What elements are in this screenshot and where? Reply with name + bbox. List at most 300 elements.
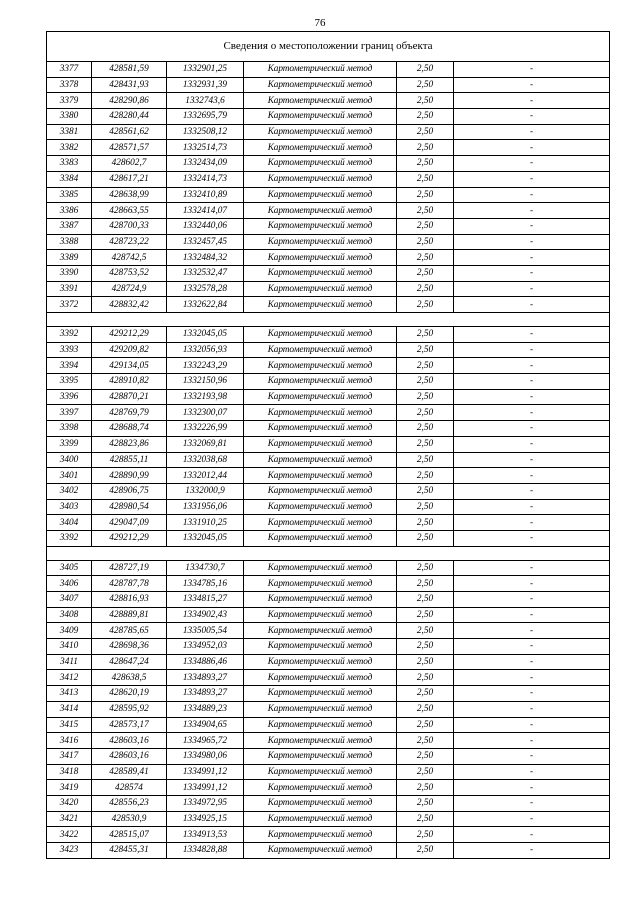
- precision-cell: 2,50: [397, 780, 454, 796]
- x-coordinate-cell: 428589,41: [92, 764, 167, 780]
- point-number-cell: 3384: [47, 171, 92, 187]
- x-coordinate-cell: 428603,16: [92, 748, 167, 764]
- x-coordinate-cell: 428724,9: [92, 281, 167, 297]
- method-cell: Картометрический метод: [244, 203, 397, 219]
- point-number-cell: 3391: [47, 281, 92, 297]
- y-coordinate-cell: 1332743,6: [167, 93, 244, 109]
- x-coordinate-cell: 428663,55: [92, 203, 167, 219]
- method-cell: Картометрический метод: [244, 623, 397, 639]
- y-coordinate-cell: 1332045,05: [167, 530, 244, 546]
- table-row: [47, 843, 610, 859]
- table-row: [47, 499, 610, 515]
- table-row: [47, 733, 610, 749]
- x-coordinate-cell: 428855,11: [92, 452, 167, 468]
- precision-cell: 2,50: [397, 374, 454, 390]
- x-coordinate-cell: 428603,16: [92, 733, 167, 749]
- point-number-cell: 3409: [47, 623, 92, 639]
- method-cell: Картометрический метод: [244, 717, 397, 733]
- description-cell: -: [454, 77, 610, 93]
- x-coordinate-cell: 428890,99: [92, 468, 167, 484]
- precision-cell: 2,50: [397, 670, 454, 686]
- boundary-coordinates-table: [46, 31, 610, 859]
- x-coordinate-cell: 428910,82: [92, 374, 167, 390]
- point-number-cell: 3420: [47, 795, 92, 811]
- point-number-cell: 3392: [47, 327, 92, 343]
- x-coordinate-cell: 429134,05: [92, 358, 167, 374]
- description-cell: -: [454, 405, 610, 421]
- description-cell: -: [454, 250, 610, 266]
- x-coordinate-cell: 428638,5: [92, 670, 167, 686]
- description-cell: -: [454, 483, 610, 499]
- table-row: [47, 436, 610, 452]
- description-cell: -: [454, 499, 610, 515]
- x-coordinate-cell: 428455,31: [92, 843, 167, 859]
- x-coordinate-cell: 428980,54: [92, 499, 167, 515]
- table-row: [47, 811, 610, 827]
- method-cell: Картометрический метод: [244, 171, 397, 187]
- point-number-cell: 3378: [47, 77, 92, 93]
- y-coordinate-cell: 1331956,06: [167, 499, 244, 515]
- point-number-cell: 3417: [47, 748, 92, 764]
- method-cell: Картометрический метод: [244, 811, 397, 827]
- x-coordinate-cell: 428688,74: [92, 421, 167, 437]
- method-cell: Картометрический метод: [244, 218, 397, 234]
- description-cell: -: [454, 748, 610, 764]
- table-row: [47, 218, 610, 234]
- precision-cell: 2,50: [397, 250, 454, 266]
- y-coordinate-cell: 1332045,05: [167, 327, 244, 343]
- x-coordinate-cell: 428823,86: [92, 436, 167, 452]
- description-cell: -: [454, 733, 610, 749]
- description-cell: -: [454, 187, 610, 203]
- table-row: [47, 452, 610, 468]
- x-coordinate-cell: 428571,57: [92, 140, 167, 156]
- point-number-cell: 3412: [47, 670, 92, 686]
- x-coordinate-cell: 428753,52: [92, 265, 167, 281]
- point-number-cell: 3396: [47, 389, 92, 405]
- point-number-cell: 3379: [47, 93, 92, 109]
- table-row: [47, 795, 610, 811]
- x-coordinate-cell: 428727,19: [92, 560, 167, 576]
- y-coordinate-cell: 1331910,25: [167, 515, 244, 531]
- point-number-cell: 3372: [47, 297, 92, 313]
- precision-cell: 2,50: [397, 234, 454, 250]
- description-cell: -: [454, 764, 610, 780]
- y-coordinate-cell: 1335005,54: [167, 623, 244, 639]
- method-cell: Картометрический метод: [244, 607, 397, 623]
- method-cell: Картометрический метод: [244, 701, 397, 717]
- point-number-cell: 3406: [47, 576, 92, 592]
- table-row: [47, 468, 610, 484]
- y-coordinate-cell: 1334913,53: [167, 827, 244, 843]
- method-cell: Картометрический метод: [244, 560, 397, 576]
- x-coordinate-cell: 428816,93: [92, 592, 167, 608]
- page-number: 76: [314, 17, 326, 29]
- x-coordinate-cell: 428617,21: [92, 171, 167, 187]
- y-coordinate-cell: 1334925,15: [167, 811, 244, 827]
- table-row: [47, 654, 610, 670]
- point-number-cell: 3419: [47, 780, 92, 796]
- description-cell: -: [454, 374, 610, 390]
- description-cell: -: [454, 140, 610, 156]
- y-coordinate-cell: 1332457,45: [167, 234, 244, 250]
- y-coordinate-cell: 1334828,88: [167, 843, 244, 859]
- table-row: [47, 187, 610, 203]
- precision-cell: 2,50: [397, 62, 454, 78]
- point-number-cell: 3423: [47, 843, 92, 859]
- description-cell: -: [454, 686, 610, 702]
- table-row: [47, 686, 610, 702]
- table-row: [47, 342, 610, 358]
- method-cell: Картометрический метод: [244, 670, 397, 686]
- description-cell: -: [454, 421, 610, 437]
- description-cell: -: [454, 827, 610, 843]
- table-row: [47, 140, 610, 156]
- table-row: [47, 560, 610, 576]
- x-coordinate-cell: 428698,36: [92, 639, 167, 655]
- precision-cell: 2,50: [397, 592, 454, 608]
- method-cell: Картометрический метод: [244, 77, 397, 93]
- y-coordinate-cell: 1332150,96: [167, 374, 244, 390]
- table-row: [47, 250, 610, 266]
- description-cell: -: [454, 670, 610, 686]
- precision-cell: 2,50: [397, 297, 454, 313]
- point-number-cell: 3403: [47, 499, 92, 515]
- precision-cell: 2,50: [397, 530, 454, 546]
- method-cell: Картометрический метод: [244, 515, 397, 531]
- point-number-cell: 3397: [47, 405, 92, 421]
- method-cell: Картометрический метод: [244, 639, 397, 655]
- table-row: [47, 748, 610, 764]
- section-separator-row: [47, 313, 610, 327]
- method-cell: Картометрический метод: [244, 499, 397, 515]
- description-cell: -: [454, 468, 610, 484]
- method-cell: Картометрический метод: [244, 389, 397, 405]
- precision-cell: 2,50: [397, 156, 454, 172]
- y-coordinate-cell: 1332000,9: [167, 483, 244, 499]
- y-coordinate-cell: 1332056,93: [167, 342, 244, 358]
- method-cell: Картометрический метод: [244, 421, 397, 437]
- precision-cell: 2,50: [397, 827, 454, 843]
- method-cell: Картометрический метод: [244, 686, 397, 702]
- description-cell: -: [454, 327, 610, 343]
- point-number-cell: 3422: [47, 827, 92, 843]
- table-row: [47, 77, 610, 93]
- precision-cell: 2,50: [397, 468, 454, 484]
- y-coordinate-cell: 1332038,68: [167, 452, 244, 468]
- section-separator: [47, 313, 610, 327]
- description-cell: -: [454, 203, 610, 219]
- x-coordinate-cell: 428595,92: [92, 701, 167, 717]
- table-row: [47, 265, 610, 281]
- method-cell: Картометрический метод: [244, 764, 397, 780]
- y-coordinate-cell: 1334991,12: [167, 780, 244, 796]
- y-coordinate-cell: 1334902,43: [167, 607, 244, 623]
- table-row: [47, 639, 610, 655]
- section-separator-row: [47, 546, 610, 560]
- x-coordinate-cell: 428581,59: [92, 62, 167, 78]
- table-row: [47, 389, 610, 405]
- precision-cell: 2,50: [397, 733, 454, 749]
- description-cell: -: [454, 342, 610, 358]
- point-number-cell: 3410: [47, 639, 92, 655]
- point-number-cell: 3395: [47, 374, 92, 390]
- x-coordinate-cell: 428870,21: [92, 389, 167, 405]
- method-cell: Картометрический метод: [244, 748, 397, 764]
- table-row: [47, 156, 610, 172]
- y-coordinate-cell: 1332193,98: [167, 389, 244, 405]
- point-number-cell: 3381: [47, 124, 92, 140]
- precision-cell: 2,50: [397, 389, 454, 405]
- method-cell: Картометрический метод: [244, 452, 397, 468]
- precision-cell: 2,50: [397, 93, 454, 109]
- point-number-cell: 3393: [47, 342, 92, 358]
- y-coordinate-cell: 1334952,03: [167, 639, 244, 655]
- precision-cell: 2,50: [397, 327, 454, 343]
- x-coordinate-cell: 428787,78: [92, 576, 167, 592]
- precision-cell: 2,50: [397, 639, 454, 655]
- description-cell: -: [454, 452, 610, 468]
- y-coordinate-cell: 1334980,06: [167, 748, 244, 764]
- precision-cell: 2,50: [397, 265, 454, 281]
- precision-cell: 2,50: [397, 358, 454, 374]
- x-coordinate-cell: 428647,24: [92, 654, 167, 670]
- y-coordinate-cell: 1334815,27: [167, 592, 244, 608]
- x-coordinate-cell: 428769,79: [92, 405, 167, 421]
- y-coordinate-cell: 1332578,28: [167, 281, 244, 297]
- table-row: [47, 515, 610, 531]
- y-coordinate-cell: 1334965,72: [167, 733, 244, 749]
- point-number-cell: 3421: [47, 811, 92, 827]
- y-coordinate-cell: 1332440,06: [167, 218, 244, 234]
- table-row: [47, 93, 610, 109]
- precision-cell: 2,50: [397, 342, 454, 358]
- method-cell: Картометрический метод: [244, 342, 397, 358]
- y-coordinate-cell: 1334893,27: [167, 686, 244, 702]
- point-number-cell: 3380: [47, 109, 92, 125]
- point-number-cell: 3389: [47, 250, 92, 266]
- description-cell: -: [454, 654, 610, 670]
- point-number-cell: 3407: [47, 592, 92, 608]
- method-cell: Картометрический метод: [244, 592, 397, 608]
- method-cell: Картометрический метод: [244, 483, 397, 499]
- point-number-cell: 3405: [47, 560, 92, 576]
- precision-cell: 2,50: [397, 764, 454, 780]
- description-cell: -: [454, 811, 610, 827]
- method-cell: Картометрический метод: [244, 327, 397, 343]
- description-cell: -: [454, 843, 610, 859]
- description-cell: -: [454, 436, 610, 452]
- table-title: Сведения о местоположении границ объекта: [47, 32, 610, 62]
- precision-cell: 2,50: [397, 171, 454, 187]
- x-coordinate-cell: 428620,19: [92, 686, 167, 702]
- table-row: [47, 623, 610, 639]
- y-coordinate-cell: 1332226,99: [167, 421, 244, 437]
- point-number-cell: 3385: [47, 187, 92, 203]
- precision-cell: 2,50: [397, 203, 454, 219]
- point-number-cell: 3400: [47, 452, 92, 468]
- method-cell: Картометрический метод: [244, 250, 397, 266]
- table-row: [47, 297, 610, 313]
- point-number-cell: 3401: [47, 468, 92, 484]
- x-coordinate-cell: 428290,86: [92, 93, 167, 109]
- table-row: [47, 234, 610, 250]
- table-row: [47, 124, 610, 140]
- table-row: [47, 109, 610, 125]
- x-coordinate-cell: 428530,9: [92, 811, 167, 827]
- y-coordinate-cell: 1332532,47: [167, 265, 244, 281]
- y-coordinate-cell: 1332901,25: [167, 62, 244, 78]
- x-coordinate-cell: 428889,81: [92, 607, 167, 623]
- y-coordinate-cell: 1334893,27: [167, 670, 244, 686]
- y-coordinate-cell: 1332410,89: [167, 187, 244, 203]
- description-cell: -: [454, 109, 610, 125]
- y-coordinate-cell: 1332414,73: [167, 171, 244, 187]
- description-cell: -: [454, 639, 610, 655]
- method-cell: Картометрический метод: [244, 281, 397, 297]
- point-number-cell: 3383: [47, 156, 92, 172]
- method-cell: Картометрический метод: [244, 576, 397, 592]
- description-cell: -: [454, 607, 610, 623]
- method-cell: Картометрический метод: [244, 468, 397, 484]
- description-cell: -: [454, 795, 610, 811]
- precision-cell: 2,50: [397, 452, 454, 468]
- precision-cell: 2,50: [397, 515, 454, 531]
- precision-cell: 2,50: [397, 405, 454, 421]
- precision-cell: 2,50: [397, 499, 454, 515]
- description-cell: -: [454, 623, 610, 639]
- x-coordinate-cell: 428602,7: [92, 156, 167, 172]
- precision-cell: 2,50: [397, 421, 454, 437]
- method-cell: Картометрический метод: [244, 187, 397, 203]
- y-coordinate-cell: 1334904,65: [167, 717, 244, 733]
- precision-cell: 2,50: [397, 576, 454, 592]
- description-cell: -: [454, 62, 610, 78]
- table-row: [47, 281, 610, 297]
- point-number-cell: 3392: [47, 530, 92, 546]
- table-row: [47, 203, 610, 219]
- table-body: [47, 32, 610, 859]
- precision-cell: 2,50: [397, 623, 454, 639]
- x-coordinate-cell: 428832,42: [92, 297, 167, 313]
- method-cell: Картометрический метод: [244, 93, 397, 109]
- x-coordinate-cell: 429209,82: [92, 342, 167, 358]
- precision-cell: 2,50: [397, 701, 454, 717]
- precision-cell: 2,50: [397, 795, 454, 811]
- method-cell: Картометрический метод: [244, 124, 397, 140]
- table-row: [47, 670, 610, 686]
- method-cell: Картометрический метод: [244, 654, 397, 670]
- point-number-cell: 3416: [47, 733, 92, 749]
- precision-cell: 2,50: [397, 281, 454, 297]
- description-cell: -: [454, 560, 610, 576]
- description-cell: -: [454, 515, 610, 531]
- point-number-cell: 3388: [47, 234, 92, 250]
- x-coordinate-cell: 428906,75: [92, 483, 167, 499]
- table-row: [47, 358, 610, 374]
- point-number-cell: 3411: [47, 654, 92, 670]
- point-number-cell: 3390: [47, 265, 92, 281]
- precision-cell: 2,50: [397, 483, 454, 499]
- precision-cell: 2,50: [397, 843, 454, 859]
- y-coordinate-cell: 1332931,39: [167, 77, 244, 93]
- precision-cell: 2,50: [397, 654, 454, 670]
- point-number-cell: 3398: [47, 421, 92, 437]
- table-title-row: [47, 32, 610, 62]
- x-coordinate-cell: 428280,44: [92, 109, 167, 125]
- method-cell: Картометрический метод: [244, 374, 397, 390]
- method-cell: Картометрический метод: [244, 530, 397, 546]
- description-cell: -: [454, 218, 610, 234]
- method-cell: Картометрический метод: [244, 827, 397, 843]
- x-coordinate-cell: 428723,22: [92, 234, 167, 250]
- table-row: [47, 421, 610, 437]
- precision-cell: 2,50: [397, 77, 454, 93]
- method-cell: Картометрический метод: [244, 843, 397, 859]
- method-cell: Картометрический метод: [244, 297, 397, 313]
- precision-cell: 2,50: [397, 436, 454, 452]
- description-cell: -: [454, 281, 610, 297]
- y-coordinate-cell: 1332012,44: [167, 468, 244, 484]
- y-coordinate-cell: 1334889,23: [167, 701, 244, 717]
- x-coordinate-cell: 428431,93: [92, 77, 167, 93]
- description-cell: -: [454, 234, 610, 250]
- method-cell: Картометрический метод: [244, 358, 397, 374]
- x-coordinate-cell: 429212,29: [92, 530, 167, 546]
- point-number-cell: 3394: [47, 358, 92, 374]
- y-coordinate-cell: 1334785,16: [167, 576, 244, 592]
- description-cell: -: [454, 93, 610, 109]
- x-coordinate-cell: 428573,17: [92, 717, 167, 733]
- point-number-cell: 3399: [47, 436, 92, 452]
- table-row: [47, 717, 610, 733]
- point-number-cell: 3377: [47, 62, 92, 78]
- point-number-cell: 3386: [47, 203, 92, 219]
- table-row: [47, 530, 610, 546]
- table-row: [47, 405, 610, 421]
- method-cell: Картометрический метод: [244, 436, 397, 452]
- method-cell: Картометрический метод: [244, 780, 397, 796]
- description-cell: -: [454, 265, 610, 281]
- y-coordinate-cell: 1332414,07: [167, 203, 244, 219]
- method-cell: Картометрический метод: [244, 405, 397, 421]
- y-coordinate-cell: 1332622,84: [167, 297, 244, 313]
- table-row: [47, 592, 610, 608]
- point-number-cell: 3404: [47, 515, 92, 531]
- table-row: [47, 171, 610, 187]
- y-coordinate-cell: 1332300,07: [167, 405, 244, 421]
- y-coordinate-cell: 1332508,12: [167, 124, 244, 140]
- y-coordinate-cell: 1334991,12: [167, 764, 244, 780]
- y-coordinate-cell: 1332484,32: [167, 250, 244, 266]
- x-coordinate-cell: 428638,99: [92, 187, 167, 203]
- table-row: [47, 62, 610, 78]
- precision-cell: 2,50: [397, 560, 454, 576]
- x-coordinate-cell: 428574: [92, 780, 167, 796]
- x-coordinate-cell: 428742,5: [92, 250, 167, 266]
- precision-cell: 2,50: [397, 218, 454, 234]
- precision-cell: 2,50: [397, 717, 454, 733]
- y-coordinate-cell: 1334886,46: [167, 654, 244, 670]
- x-coordinate-cell: 428556,23: [92, 795, 167, 811]
- table-row: [47, 764, 610, 780]
- method-cell: Картометрический метод: [244, 156, 397, 172]
- method-cell: Картометрический метод: [244, 733, 397, 749]
- description-cell: -: [454, 389, 610, 405]
- point-number-cell: 3402: [47, 483, 92, 499]
- section-separator: [47, 546, 610, 560]
- table-row: [47, 483, 610, 499]
